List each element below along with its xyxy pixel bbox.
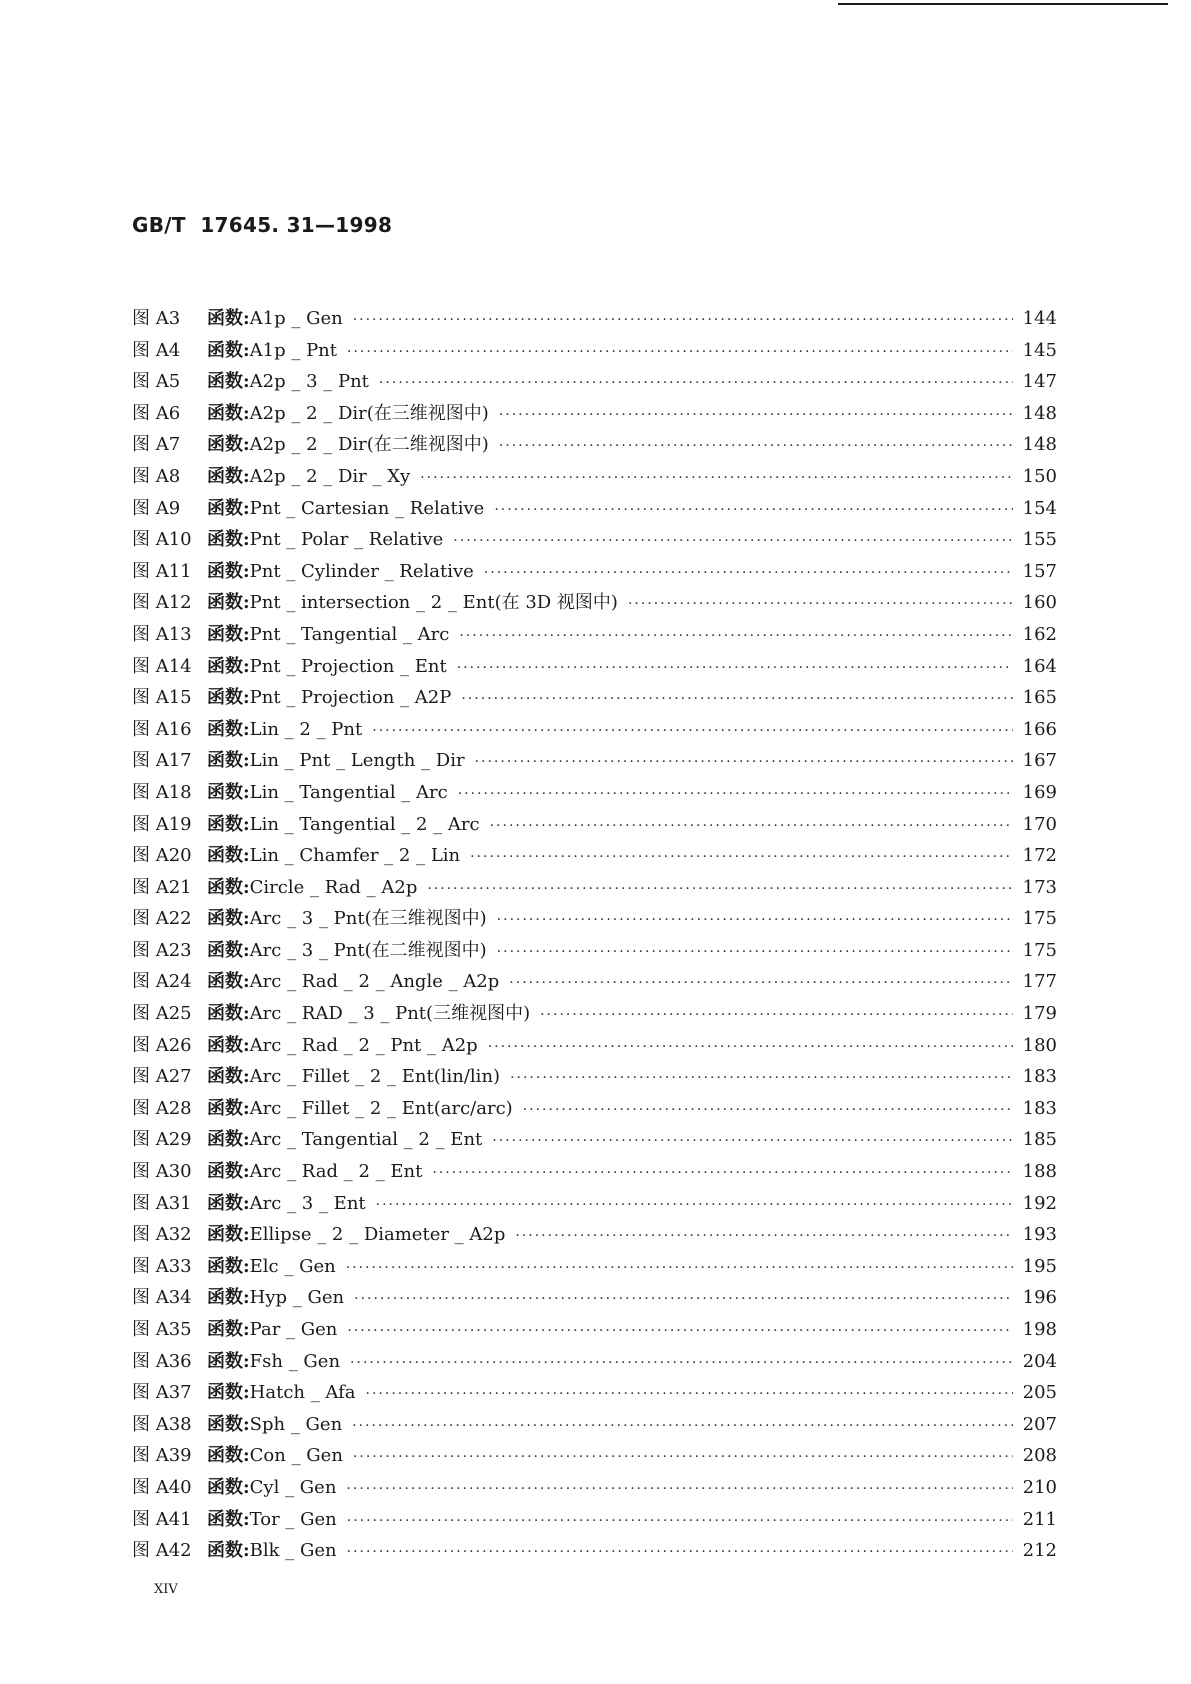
toc-entry [132,1251,1057,1283]
figure-number: 图 A8 [132,465,181,487]
function-name: Pnt _ Projection _ A2P [249,687,452,709]
figure-number: 图 A31 [132,1192,192,1214]
page-ref: 183 [1022,1066,1057,1088]
page-ref: 183 [1022,1097,1057,1119]
function-label: 函数: [207,845,250,867]
page-ref: 175 [1022,939,1057,961]
function-name: Blk _ Gen [249,1540,337,1562]
dot-leader [347,337,1013,369]
function-name: Pnt _ Tangential _ Arc [249,623,450,645]
dot-leader [628,589,1013,621]
toc-entry [132,966,1057,998]
toc-entry [132,1346,1057,1378]
toc-entry [132,714,1057,746]
page-ref: 144 [1022,308,1057,329]
entry-title [207,1440,1057,1474]
entry-title [207,966,1057,1000]
function-label: 函数: [207,560,250,582]
toc-entry [132,998,1057,1030]
page-ref: 188 [1022,1161,1057,1183]
function-name: Lin _ 2 _ Pnt [249,718,363,740]
function-label: 函数: [207,1382,250,1404]
dot-leader [432,1158,1012,1190]
figure-number: 图 A36 [132,1350,192,1372]
function-label: 函数: [207,1287,250,1309]
entry-title [207,809,1057,843]
figure-number: 图 A16 [132,718,192,740]
dot-leader [459,621,1012,653]
dot-leader [420,463,1012,495]
entry-title [207,1251,1057,1285]
function-name: Lin _ Pnt _ Length _ Dir [249,750,465,772]
page-ref: 185 [1022,1129,1057,1151]
page-ref: 179 [1022,1003,1057,1025]
function-label: 函数: [207,1034,250,1056]
page-ref: 196 [1022,1287,1057,1309]
toc-entry [132,809,1057,841]
dot-leader [515,1221,1012,1253]
page-ref: 162 [1022,623,1057,645]
dot-leader [346,1474,1012,1506]
page-ref: 165 [1022,687,1057,709]
dot-leader [488,1032,1013,1064]
dot-leader [346,1253,1013,1285]
page-ref: 205 [1022,1382,1057,1404]
dot-leader [354,1284,1013,1316]
function-name: Arc _ 3 _ Ent [249,1192,366,1214]
figure-number: 图 A24 [132,971,192,993]
page-ref: 177 [1022,971,1057,993]
dot-leader [376,1190,1013,1222]
figure-number: 图 A19 [132,813,192,835]
entry-title [207,1504,1057,1538]
figure-number: 图 A37 [132,1382,192,1404]
entry-title [207,429,1057,463]
figure-number: 图 A14 [132,655,192,677]
page-ref: 148 [1022,402,1057,424]
figure-number: 图 A33 [132,1255,192,1277]
toc-entry [132,682,1057,714]
dot-leader [350,1348,1013,1380]
page-ref: 148 [1022,434,1057,456]
toc-entry [132,366,1057,398]
page-ref: 155 [1022,529,1057,551]
toc-entry [132,1314,1057,1346]
figure-number: 图 A22 [132,908,192,930]
function-name: Pnt _ Polar _ Relative [249,529,444,551]
function-label: 函数: [207,1319,250,1340]
function-label: 函数: [207,623,250,645]
function-name: Pnt _ Cartesian _ Relative [249,497,485,519]
function-label: 函数: [207,308,250,329]
function-label: 函数: [207,687,250,709]
entry-title [207,1472,1057,1506]
function-label: 函数: [207,1350,250,1372]
dot-leader [353,305,1013,337]
toc-entry [132,903,1057,935]
function-name: Circle _ Rad _ A2p [249,876,418,898]
function-name: A1p _ Gen [249,308,343,329]
function-label: 函数: [207,1003,250,1025]
entry-title [207,1061,1057,1095]
toc-entry [132,777,1057,809]
page-ref: 208 [1022,1445,1057,1467]
toc-entry [132,461,1057,493]
function-name: Arc _ 3 _ Pnt(在二维视图中) [249,939,487,961]
entry-title [207,303,1057,337]
entry-title [207,651,1057,685]
function-label: 函数: [207,497,250,519]
toc-entry [132,1219,1057,1251]
figure-number: 图 A27 [132,1066,192,1088]
entry-title [207,777,1057,811]
dot-leader [347,1537,1013,1569]
entry-title [207,903,1057,937]
figure-number: 图 A34 [132,1287,192,1309]
page-ref: 175 [1022,908,1057,930]
toc-entry [132,1472,1057,1504]
figure-number: 图 A15 [132,687,192,709]
function-name: Lin _ Chamfer _ 2 _ Lin [249,845,461,867]
entry-title [207,1346,1057,1380]
dot-leader [475,747,1013,779]
function-label: 函数: [207,971,250,993]
toc-entry [132,429,1057,461]
function-label: 函数: [207,718,250,740]
function-name: Lin _ Tangential _ 2 _ Arc [249,813,480,835]
function-name: Arc _ Rad _ 2 _ Pnt _ A2p [249,1034,478,1056]
function-label: 函数: [207,1413,250,1435]
function-name: Cyl _ Gen [249,1476,337,1498]
function-name: Par _ Gen [249,1319,338,1340]
figure-number: 图 A6 [132,402,181,424]
toc-entry [132,587,1057,619]
table-of-figures [132,303,1057,1567]
page-ref: 157 [1022,560,1057,582]
entry-title [207,872,1057,906]
figure-number: 图 A40 [132,1476,192,1498]
function-name: Arc _ RAD _ 3 _ Pnt(三维视图中) [249,1003,531,1025]
function-name: Con _ Gen [249,1445,343,1467]
dot-leader [490,811,1013,843]
dot-leader [499,431,1013,463]
figure-number: 图 A9 [132,497,181,519]
figure-number: 图 A29 [132,1129,192,1151]
dot-leader [509,968,1012,1000]
function-name: A1p _ Pnt [249,339,338,361]
page-ref: 193 [1022,1224,1057,1246]
page-ref: 147 [1022,371,1057,393]
page-ref: 173 [1022,876,1057,898]
entry-title [207,619,1057,653]
figure-number: 图 A32 [132,1224,192,1246]
entry-title [207,745,1057,779]
function-label: 函数: [207,1129,250,1151]
dot-leader [497,937,1013,969]
function-name: Hatch _ Afa [249,1382,356,1404]
figure-number: 图 A17 [132,750,192,772]
toc-entry [132,840,1057,872]
function-label: 函数: [207,908,250,930]
entry-title [207,1314,1057,1348]
entry-title [207,366,1057,400]
function-label: 函数: [207,434,250,456]
toc-entry [132,303,1057,335]
figure-number: 图 A11 [132,560,192,582]
figure-number: 图 A28 [132,1097,192,1119]
function-label: 函数: [207,1476,250,1498]
dot-leader [461,684,1012,716]
dot-leader [427,874,1012,906]
entry-title [207,1156,1057,1190]
figure-number: 图 A23 [132,939,192,961]
dot-leader [347,1506,1013,1538]
page-ref: 212 [1022,1540,1057,1562]
page-ref: 210 [1022,1476,1057,1498]
figure-number: 图 A21 [132,876,192,898]
function-label: 函数: [207,813,250,835]
dot-leader [494,495,1012,527]
page-ref: 169 [1022,781,1057,803]
function-name: Arc _ Fillet _ 2 _ Ent(lin/lin) [249,1066,501,1088]
function-name: Arc _ Rad _ 2 _ Ent [249,1161,423,1183]
toc-entry [132,1061,1057,1093]
page-ref: 192 [1022,1192,1057,1214]
function-name: Arc _ Rad _ 2 _ Angle _ A2p [249,971,500,993]
entry-title [207,556,1057,590]
entry-title [207,935,1057,969]
entry-title [207,1377,1057,1411]
page-ref: 211 [1022,1508,1057,1530]
toc-entry [132,651,1057,683]
dot-leader [347,1316,1012,1348]
toc-entry [132,619,1057,651]
function-name: Arc _ Tangential _ 2 _ Ent [249,1129,483,1151]
function-name: Fsh _ Gen [249,1350,341,1372]
figure-number: 图 A18 [132,781,192,803]
function-label: 函数: [207,592,250,614]
function-label: 函数: [207,876,250,898]
figure-number: 图 A25 [132,1003,192,1025]
dot-leader [379,368,1013,400]
figure-number: 图 A39 [132,1445,192,1467]
toc-entry [132,1156,1057,1188]
entry-title [207,1093,1057,1127]
figure-number: 图 A20 [132,845,192,867]
toc-entry [132,1282,1057,1314]
entry-title [207,714,1057,748]
function-name: Pnt _ Cylinder _ Relative [249,560,474,582]
figure-number: 图 A26 [132,1034,192,1056]
entry-title [207,461,1057,495]
figure-number: 图 A5 [132,371,181,393]
function-name: Arc _ Fillet _ 2 _ Ent(arc/arc) [249,1097,513,1119]
entry-title [207,1535,1057,1569]
entry-title [207,335,1057,369]
entry-title [207,1124,1057,1158]
page-ref: 150 [1022,465,1057,487]
figure-number: 图 A13 [132,623,192,645]
toc-entry [132,556,1057,588]
function-name: A2p _ 2 _ Dir _ Xy [249,465,411,487]
toc-entry [132,1188,1057,1220]
entry-title [207,1030,1057,1064]
function-name: Hyp _ Gen [249,1287,345,1309]
figure-number: 图 A30 [132,1161,192,1183]
function-label: 函数: [207,1540,250,1562]
toc-entry [132,872,1057,904]
page-ref: 170 [1022,813,1057,835]
toc-entry [132,1409,1057,1441]
function-label: 函数: [207,371,250,393]
page-ref: 204 [1022,1350,1057,1372]
function-name: A2p _ 2 _ Dir(在二维视图中) [249,434,489,456]
function-label: 函数: [207,529,250,551]
page-ref: 207 [1022,1413,1057,1435]
figure-number: 图 A41 [132,1508,192,1530]
function-label: 函数: [207,1097,250,1119]
dot-leader [492,1126,1012,1158]
toc-entry [132,1504,1057,1536]
function-name: Sph _ Gen [249,1413,343,1435]
page-ref: 180 [1022,1034,1057,1056]
entry-title [207,840,1057,874]
toc-entry [132,1030,1057,1062]
function-name: A2p _ 2 _ Dir(在三维视图中) [249,402,489,424]
dot-leader [453,526,1012,558]
page-ref: 167 [1022,750,1057,772]
entry-title [207,1409,1057,1443]
entry-title [207,524,1057,558]
page-ref: 198 [1022,1319,1057,1340]
toc-entry [132,493,1057,525]
function-label: 函数: [207,402,250,424]
dot-leader [457,653,1013,685]
page-ref: 145 [1022,339,1057,361]
entry-title [207,587,1057,621]
dot-leader [497,905,1013,937]
entry-title [207,1188,1057,1222]
page-ref: 164 [1022,655,1057,677]
dot-leader [372,716,1012,748]
function-label: 函数: [207,1255,250,1277]
toc-entry [132,1535,1057,1567]
function-name: Arc _ 3 _ Pnt(在三维视图中) [249,908,487,930]
page-number: XIV [154,1582,178,1597]
function-label: 函数: [207,1066,250,1088]
figure-number: 图 A4 [132,339,181,361]
dot-leader [458,779,1013,811]
dot-leader [523,1095,1013,1127]
page-ref: 154 [1022,497,1057,519]
figure-number: 图 A35 [132,1319,192,1340]
entry-title [207,682,1057,716]
dot-leader [353,1442,1013,1474]
function-name: A2p _ 3 _ Pnt [249,371,369,393]
toc-entry [132,335,1057,367]
function-label: 函数: [207,1224,250,1246]
dot-leader [540,1000,1013,1032]
page-ref: 160 [1022,592,1057,614]
dot-leader [352,1411,1012,1443]
function-label: 函数: [207,1508,250,1530]
page-ref: 172 [1022,845,1057,867]
function-name: Pnt _ intersection _ 2 _ Ent(在 3D 视图中) [249,592,618,614]
toc-entry [132,524,1057,556]
dot-leader [510,1063,1013,1095]
entry-title [207,493,1057,527]
function-label: 函数: [207,939,250,961]
figure-number: 图 A10 [132,529,192,551]
function-name: Elc _ Gen [249,1255,336,1277]
toc-entry [132,1124,1057,1156]
dot-leader [366,1379,1013,1411]
toc-entry [132,745,1057,777]
function-name: Ellipse _ 2 _ Diameter _ A2p [249,1224,506,1246]
function-label: 函数: [207,1445,250,1467]
entry-title [207,398,1057,432]
dot-leader [470,842,1013,874]
function-label: 函数: [207,750,250,772]
figure-number: 图 A38 [132,1413,192,1435]
figure-number: 图 A7 [132,434,181,456]
figure-number: 图 A3 [132,308,181,329]
function-name: Tor _ Gen [249,1508,337,1530]
standard-number: GB/T 17645. 31—1998 [132,213,393,237]
function-label: 函数: [207,1192,250,1214]
function-label: 函数: [207,339,250,361]
toc-entry [132,1093,1057,1125]
function-label: 函数: [207,465,250,487]
top-rule [838,3,1168,5]
function-label: 函数: [207,655,250,677]
toc-entry [132,1377,1057,1409]
figure-number: 图 A42 [132,1540,192,1562]
function-label: 函数: [207,781,250,803]
entry-title [207,1282,1057,1316]
toc-entry [132,398,1057,430]
figure-number: 图 A12 [132,592,192,614]
entry-title [207,1219,1057,1253]
page-ref: 195 [1022,1255,1057,1277]
toc-entry [132,1440,1057,1472]
entry-title [207,998,1057,1032]
function-name: Lin _ Tangential _ Arc [249,781,448,803]
toc-entry [132,935,1057,967]
page-ref: 166 [1022,718,1057,740]
function-label: 函数: [207,1161,250,1183]
dot-leader [484,558,1013,590]
dot-leader [499,400,1013,432]
function-name: Pnt _ Projection _ Ent [249,655,447,677]
